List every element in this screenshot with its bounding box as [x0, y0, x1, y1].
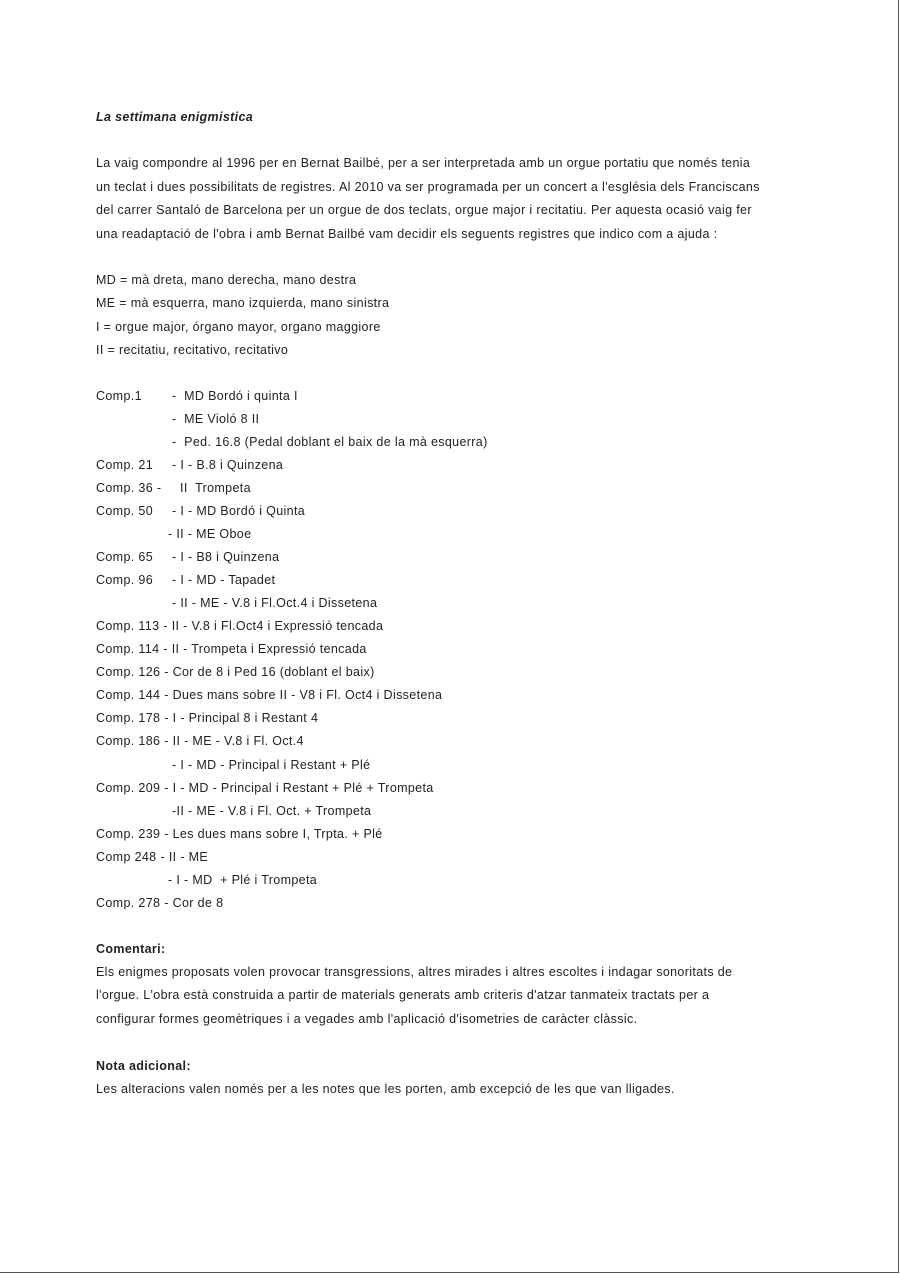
registration-row — [96, 592, 816, 615]
comp-text: - I - MD - Principal i Restant + Plé — [172, 757, 371, 772]
intro-line: un teclat i dues possibilitats de registres. Al 2010 va ser programada per un concert a l'església dels Franciscans — [96, 179, 760, 194]
comp-text: - II - Trompeta i Expressió tencada — [163, 642, 367, 657]
legend-list — [96, 269, 816, 361]
comp-text: - Les dues mans sobre I, Trpta. + Plé — [164, 826, 383, 841]
comp-text: - Dues mans sobre II - V8 i Fl. Oct4 i Dissetena — [164, 688, 443, 703]
comp-text: - I - B8 i Quinzena — [172, 550, 280, 565]
registration-row — [96, 707, 816, 730]
legend-item: MD = mà dreta, mano derecha, mano destra — [96, 273, 357, 288]
comp-label — [96, 869, 168, 892]
registration-list — [96, 385, 816, 915]
registration-row — [96, 431, 816, 454]
comp-text: - I - B.8 i Quinzena — [172, 457, 284, 472]
comp-text: - I - MD + Plé i Trompeta — [168, 872, 318, 887]
comp-text: - II - ME Oboe — [168, 527, 252, 542]
comp-text: II Trompeta — [180, 480, 251, 495]
comments-line: l'orgue. L'obra està construida a partir de materials generats amb criteris d'atzar tanmateix tractats per a — [96, 988, 710, 1003]
comp-label: Comp. 178 — [96, 711, 161, 726]
comp-label: Comp. 186 — [96, 734, 161, 749]
comp-label — [96, 592, 172, 615]
comp-label: Comp. 126 — [96, 665, 161, 680]
comp-label — [96, 800, 172, 823]
comments-line: configurar formes geomètriques i a vegades amb l'aplicació d'isometries de caràcter clàssic. — [96, 1012, 638, 1027]
registration-row — [96, 477, 816, 500]
comp-label: Comp. 239 — [96, 826, 161, 841]
comp-label: Comp. 114 — [96, 642, 160, 657]
registration-row — [96, 754, 816, 777]
document-title: La settimana enigmistica — [96, 110, 254, 124]
registration-row — [96, 569, 816, 592]
registration-row — [96, 523, 816, 546]
comp-text: - I - MD - Principal i Restant + Plé + Trompeta — [164, 780, 434, 795]
comp-label — [96, 431, 172, 454]
legend-item: I = orgue major, órgano mayor, organo maggiore — [96, 319, 381, 334]
comp-label: Comp. 65 — [96, 550, 153, 565]
registration-row — [96, 892, 816, 915]
registration-row — [96, 500, 816, 523]
registration-row — [96, 408, 816, 431]
comp-text: - Cor de 8 — [164, 895, 224, 910]
legend-item: II = recitatiu, recitativo, recitativo — [96, 342, 289, 357]
comp-label: Comp. 113 — [96, 619, 160, 634]
registration-row — [96, 385, 816, 408]
comp-label — [96, 523, 168, 546]
registration-row — [96, 454, 816, 477]
document-content — [96, 106, 816, 1101]
registration-row — [96, 684, 816, 707]
registration-row — [96, 777, 816, 800]
comp-label: Comp. 209 — [96, 780, 161, 795]
comp-text: - Cor de 8 i Ped 16 (doblant el baix) — [164, 665, 375, 680]
intro-line: La vaig compondre al 1996 per en Bernat Bailbé, per a ser interpretada amb un orgue portatiu que només tenia — [96, 156, 751, 170]
comp-label — [96, 408, 172, 431]
note-text: Les alteracions valen només per a les notes que les porten, amb excepció de les que van lligades. — [96, 1081, 675, 1096]
comp-label: Comp. 21 — [96, 457, 153, 472]
comments-line: Els enigmes proposats volen provocar transgressions, altres mirades i altres escoltes i indagar sonoritats de — [96, 964, 733, 979]
comp-text: -II - ME - V.8 i Fl. Oct. + Trompeta — [172, 803, 372, 818]
registration-row — [96, 730, 816, 753]
comp-text: - II - V.8 i Fl.Oct4 i Expressió tencada — [163, 619, 384, 634]
comp-text: - MD Bordó i quinta I — [172, 388, 298, 403]
registration-row — [96, 869, 816, 892]
comp-label: Comp.1 — [96, 388, 142, 403]
legend-item: ME = mà esquerra, mano izquierda, mano sinistra — [96, 296, 390, 311]
comments-heading: Comentari: — [96, 941, 166, 956]
comments-paragraph — [96, 961, 816, 1032]
comp-text: - II - ME - V.8 i Fl. Oct.4 — [164, 734, 304, 749]
intro-paragraph — [96, 152, 816, 246]
comp-label: Comp 248 — [96, 849, 157, 864]
intro-line: del carrer Santaló de Barcelona per un orgue de dos teclats, orgue major i recitatiu. Per aquesta ocasió vaig fer — [96, 203, 752, 218]
comp-label: Comp. 36 - — [96, 480, 162, 495]
registration-row — [96, 638, 816, 661]
comp-text: - Ped. 16.8 (Pedal doblant el baix de la mà esquerra) — [172, 434, 488, 449]
intro-line: una readaptació de l'obra i amb Bernat Bailbé vam decidir els seguents registres que indico com a ajuda : — [96, 226, 718, 241]
note-heading: Nota adicional: — [96, 1058, 191, 1073]
comp-label: Comp. 96 — [96, 573, 153, 588]
comp-label: Comp. 278 — [96, 895, 161, 910]
registration-row — [96, 823, 816, 846]
comp-text: - I - Principal 8 i Restant 4 — [164, 711, 319, 726]
comp-text: - I - MD - Tapadet — [172, 573, 276, 588]
comp-label — [96, 754, 172, 777]
registration-row — [96, 615, 816, 638]
comp-label: Comp. 144 — [96, 688, 161, 703]
comp-label: Comp. 50 — [96, 503, 153, 518]
comp-text: - I - MD Bordó i Quinta — [172, 503, 306, 518]
registration-row — [96, 800, 816, 823]
registration-row — [96, 661, 816, 684]
comp-text: - II - ME — [160, 849, 209, 864]
registration-row — [96, 546, 816, 569]
comp-text: - II - ME - V.8 i Fl.Oct.4 i Dissetena — [172, 596, 378, 611]
comp-text: - ME Violó 8 II — [172, 411, 260, 426]
registration-row — [96, 846, 816, 869]
